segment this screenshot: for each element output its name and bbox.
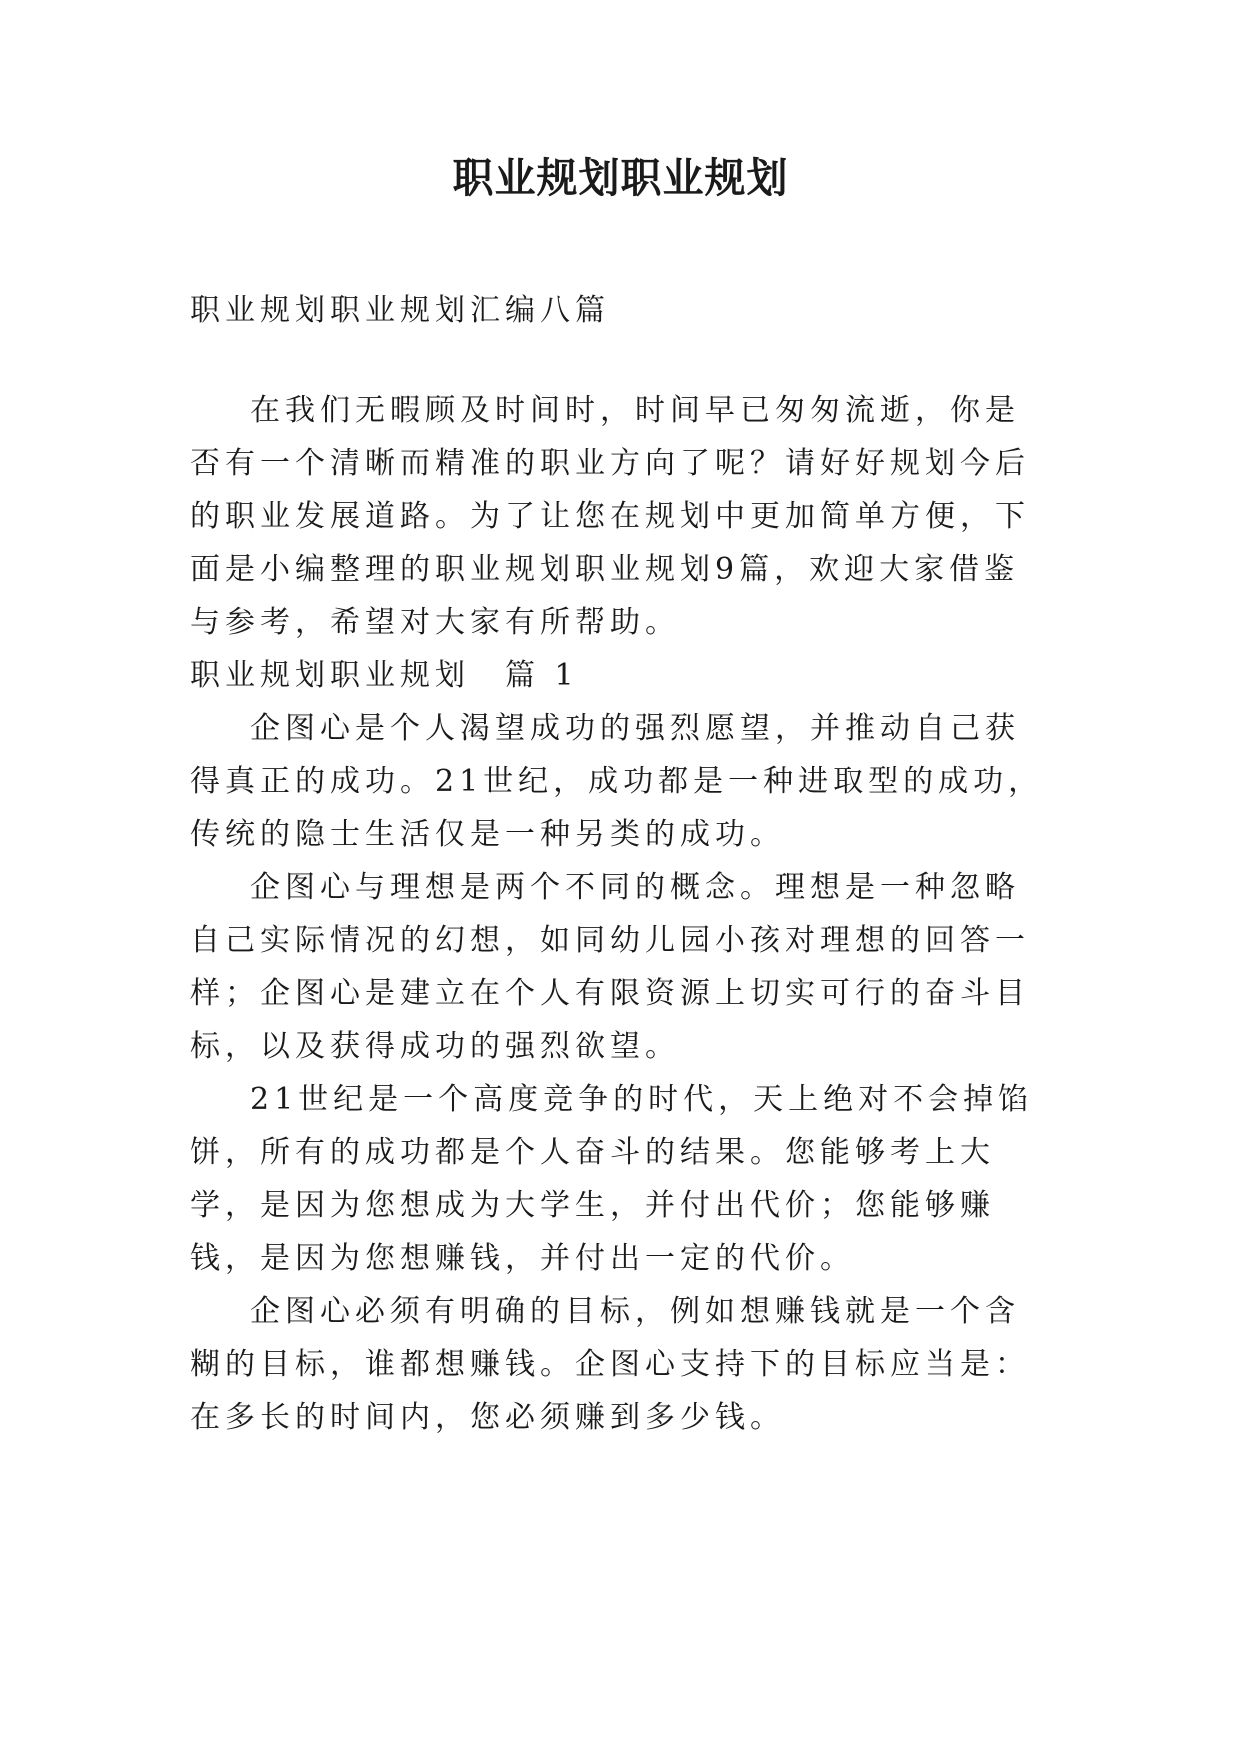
intro-paragraph: 在我们无暇顾及时间时，时间早已匆匆流逝，你是否有一个清晰而精准的职业方向了呢？请好好规划今后的职业发展道路。为了让您在规划中更加简单方便，下面是小编整理的职业规划职业规划9篇，欢迎大家借鉴与参考，希望对大家有所帮助。 [190,393,1030,640]
body-paragraph: 企图心与理想是两个不同的概念。理想是一种忽略自己实际情况的幻想，如同幼儿园小孩对理想的回答一样；企图心是建立在个人有限资源上切实可行的奋斗目标，以及获得成功的强烈欲望。 [190,870,1030,1064]
body-paragraph: 企图心必须有明确的目标，例如想赚钱就是一个含糊的目标，谁都想赚钱。企图心支持下的目标应当是：在多长的时间内，您必须赚到多少钱。 [190,1294,1030,1435]
document-title: 职业规划职业规划 [452,154,789,202]
body-paragraph: 21世纪是一个高度竞争的时代，天上绝对不会掉馅饼，所有的成功都是个人奋斗的结果。您能够考上大学，是因为您想成为大学生，并付出代价；您能够赚钱，是因为您想赚钱，并付出一定的代价。 [190,1082,1034,1276]
body-paragraph: 企图心是个人渴望成功的强烈愿望，并推动自己获得真正的成功。21世纪，成功都是一种进取型的成功，传统的隐士生活仅是一种另类的成功。 [190,711,1044,852]
document-subtitle: 职业规划职业规划汇编八篇 [190,293,610,328]
document-body [190,284,1050,1444]
section-heading: 职业规划职业规划 篇 1 [190,658,579,693]
